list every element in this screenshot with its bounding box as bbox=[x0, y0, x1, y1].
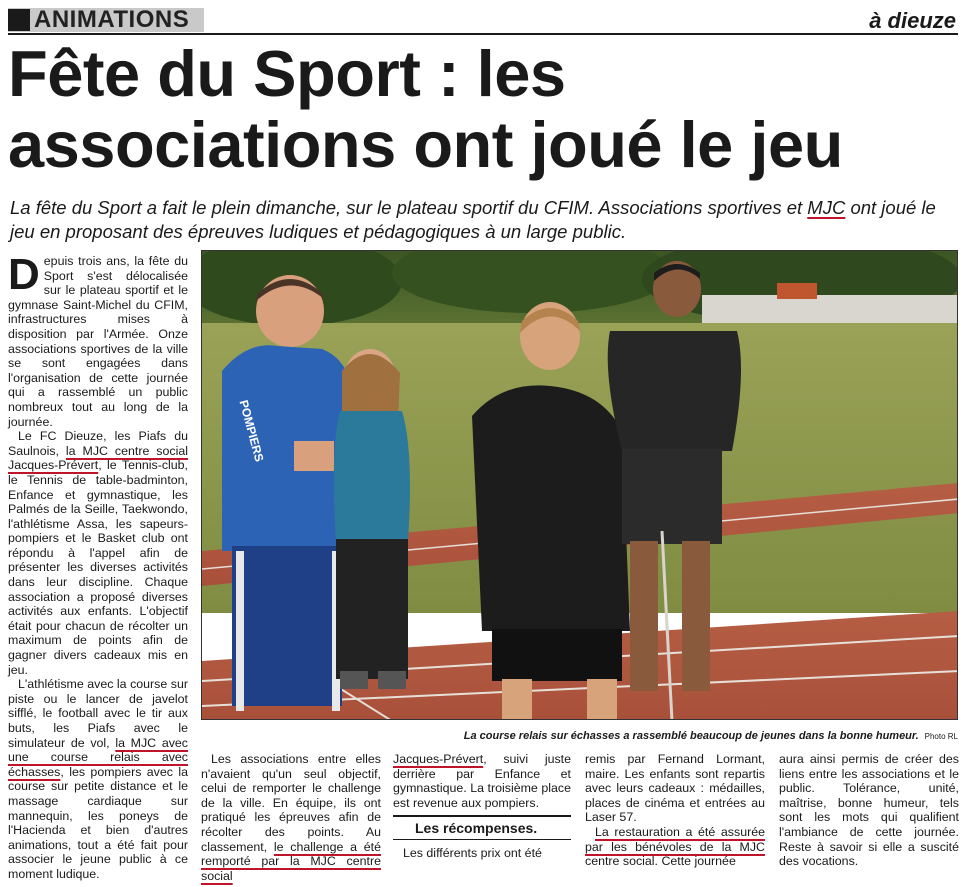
caption-text: La course relais sur échasses a rassemblé beaucoup de jeunes dans la bonne humeur. bbox=[463, 730, 919, 742]
bottom-column-1-paragraph bbox=[201, 752, 381, 883]
bottom-column-2-paragraph-2: Les différents prix ont été bbox=[403, 845, 542, 860]
bottom-column-4 bbox=[779, 752, 959, 869]
bottom-column-4-paragraph: aura ainsi permis de créer des liens entre les associations et le public. Tolérance, unité, maîtrise, bonne humeur, tels sont les mots qui qualifient l'ambiance de cette journée. Reste à savoir si elle a suscité des vocations. bbox=[779, 752, 959, 869]
left-column bbox=[8, 250, 188, 882]
header-rule bbox=[8, 33, 958, 35]
lead-part-2: ont joué le jeu en proposant des épreuves ludiques et pédagogiques à un large public. bbox=[10, 197, 936, 242]
restauration-highlight: La restauration a été assurée par les bénévoles de la MJC bbox=[585, 824, 765, 854]
challenge-highlight: le challenge a été remporté par la MJC centre social bbox=[201, 839, 381, 883]
roof bbox=[777, 283, 817, 299]
bottom-column-2-text: , suivi juste derrière par Enfance et gymnastique. La troisième place est revenue aux pompiers. bbox=[393, 752, 571, 810]
left-paragraph-2-text-b: , le Tennis-club, le Tennis de table-badminton, Enfance et gymnastique, les Palmés de la Seille, Taekwondo, l'athlétisme Assa, les sapeurs-pompiers et le Basket club ont répondu à l'appel afin de présenter les diverses activités dans leur discipline. Chaque association a proposé diverses activités aux enfants. L'objectif était pour chacun de récolter un maximum de points afin de gagner divers cadeaux mis en jeu. bbox=[8, 458, 188, 677]
headline-line-2: associations ont joué le jeu bbox=[8, 108, 843, 181]
bottom-column-3-paragraph-2 bbox=[585, 825, 765, 869]
wall bbox=[702, 295, 958, 323]
left-mjc-highlight: la MJC centre social Jacques-Prévert bbox=[8, 443, 188, 473]
headline-line-1: Fête du Sport : les bbox=[8, 37, 566, 110]
jacket-lettering: POMPIERS bbox=[236, 398, 267, 464]
jacques-prevert-highlight: Jacques-Prévert bbox=[393, 752, 484, 766]
bottom-column-1 bbox=[201, 752, 381, 883]
left-paragraph-1 bbox=[8, 250, 188, 429]
location-label: à dieuze bbox=[869, 8, 956, 33]
left-paragraph-1-text: epuis trois ans, la fête du Sport s'est délocalisée sur le plateau sportif et le gymnase Saint-Michel du CFIM, infrastructures mises à disposition par l'Armée. Onze associations sportives de la ville se sont engagées dans l'organisation de cette journée qui a rassemblé un public nombreux tout au long de la journée. bbox=[8, 254, 188, 429]
lead-part-1: La fête du Sport a fait le plein dimanche, sur le plateau sportif du CFIM. Associations sportives et bbox=[10, 197, 808, 218]
person-woman bbox=[334, 349, 410, 689]
left-paragraph-2 bbox=[8, 429, 188, 677]
bottom-column-2-paragraph bbox=[393, 752, 571, 810]
bottom-column-3 bbox=[585, 752, 765, 869]
photo-illustration bbox=[202, 251, 958, 720]
lead-paragraph bbox=[10, 196, 958, 244]
subhead-recompenses: Les récompenses. bbox=[393, 815, 571, 840]
left-paragraph-2-text-a: Le FC Dieuze, les Piafs du Saulnois, bbox=[8, 429, 188, 458]
photo-credit: Photo RL bbox=[924, 732, 958, 741]
left-paragraph-3 bbox=[8, 677, 188, 881]
rubric-label: ANIMATIONS bbox=[34, 6, 190, 33]
headline bbox=[8, 38, 958, 180]
photo-caption bbox=[201, 729, 958, 744]
drop-cap: D bbox=[8, 250, 40, 299]
bottom-column-1-text: Les associations entre elles n'avaient qu'un seul objectif, celui de remporter le challenge de la ville. En équipe, ils ont pratiqué les épreuves afin de récolter des points. Au classement, bbox=[201, 752, 381, 854]
lead-mjc-highlight: MJC bbox=[807, 197, 846, 218]
bottom-column-2 bbox=[393, 752, 571, 861]
bottom-column-3-text: centre social. Cette journée bbox=[585, 854, 736, 869]
article-photo bbox=[201, 250, 958, 720]
left-paragraph-3-text-b: , les pompiers avec la course sur petite distance et le massage cardiaque sur mannequin, les poneys de l'Hacienda et bien d'autres animations, tout a été fait pour associer le jeune public à ce moment ludique. bbox=[8, 764, 188, 881]
rubric-square-icon bbox=[8, 9, 30, 31]
left-relay-highlight: la MJC avec une course relais avec échasses bbox=[8, 735, 188, 779]
bottom-column-3-paragraph: remis par Fernand Lormant, maire. Les enfants sont repartis avec leurs cadeaux : médailles, places de cinéma et entrées au Laser 57. bbox=[585, 752, 765, 825]
left-paragraph-3-text-a: L'athlétisme avec la course sur piste ou le lancer de javelot sifflé, le football avec le tir aux buts, les Piafs avec le simulateur de vol, bbox=[8, 677, 188, 750]
